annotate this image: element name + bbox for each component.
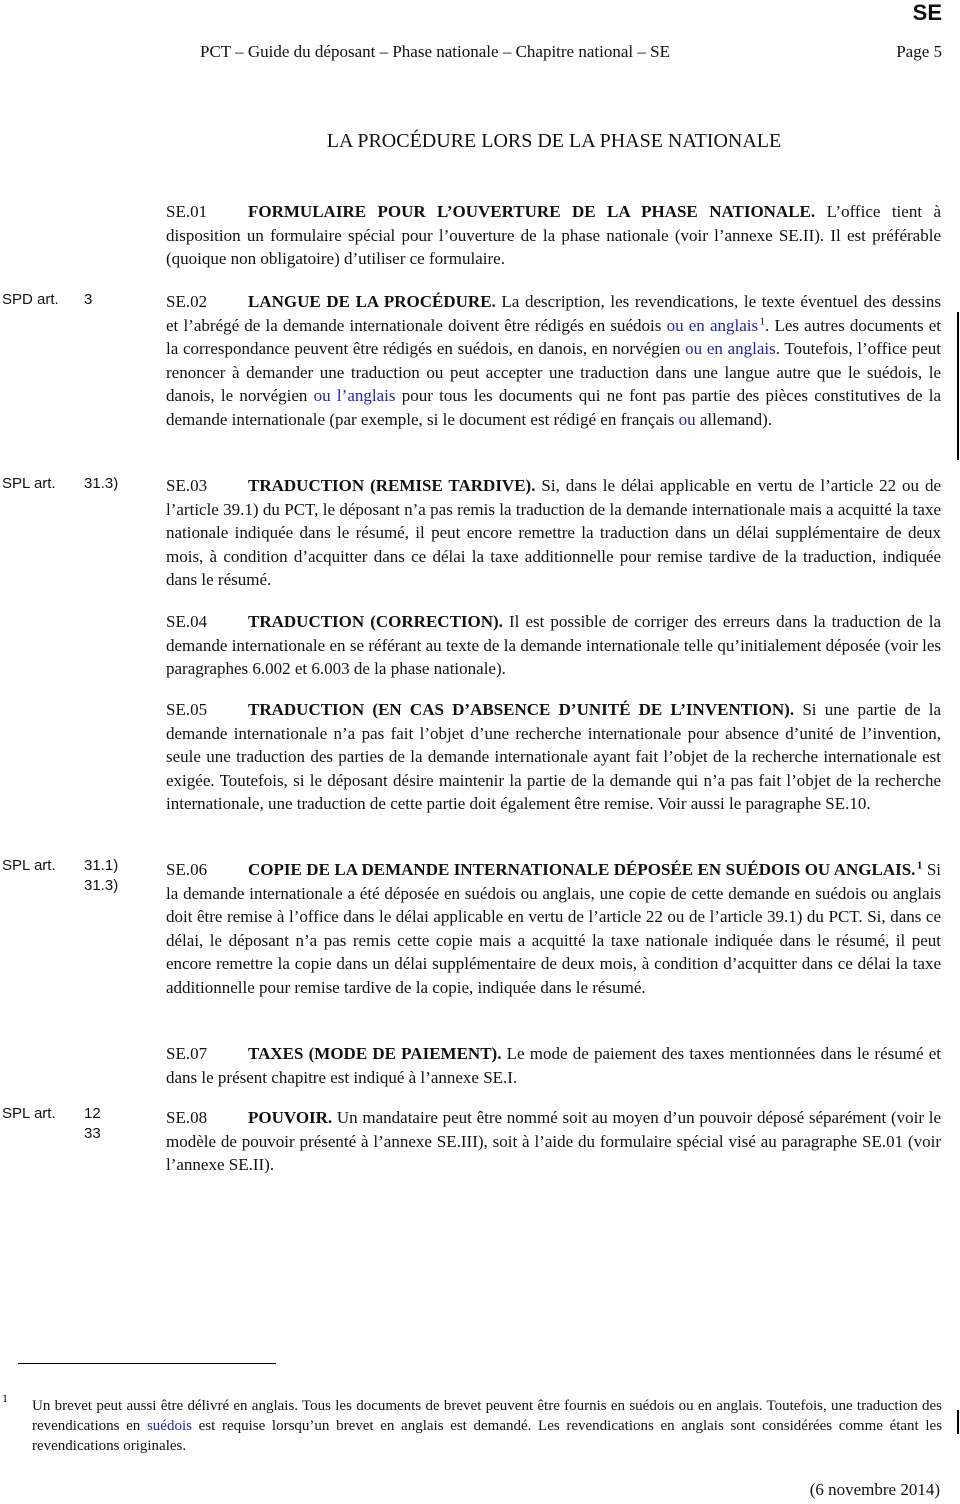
sidenote-art: SPD art. — [2, 291, 59, 308]
section-code: SE.03 — [166, 476, 208, 495]
footnote-body: est requise lorsqu’un brevet en anglais est demandé. Les revendications en anglais sont considérées comme étant les revendications originales. — [32, 1418, 943, 1454]
footer-date: (6 novembre 2014) — [809, 1480, 940, 1499]
section-se02 — [166, 290, 941, 432]
section-se07 — [166, 1042, 941, 1089]
amended-text: suédois — [146, 1418, 192, 1434]
footnote-text — [32, 1396, 942, 1456]
sidenote-spl-art-12 — [2, 1104, 101, 1144]
section-heading: TRADUCTION (CORRECTION). — [248, 612, 503, 631]
amended-text: ou l’anglais — [313, 386, 396, 406]
sidenote-num-2: 31.3) — [84, 877, 119, 894]
revision-bar — [957, 312, 959, 460]
section-code: SE.06 — [166, 860, 208, 879]
section-body: Si la demande internationale a été déposée en suédois ou anglais, une copie de cette demande en suédois ou anglais doit être remise à l’office dans le délai applicable en vertu de l’article 22 ou de l’article 39.1) du PCT. Si, dans ce délai, le déposant n’a pas remis cette copie mais a acquitté la taxe nationale indiquée dans le résumé, il peut encore remettre la copie dans un délai supplémentaire de deux mois, à condition d’acquitter dans ce délai la taxe additionnelle pour remise tardive de la copie, indiquée dans le résumé. — [166, 860, 941, 997]
section-body: La description, les revendications, le texte éventuel des dessins et l’abrégé de la demande internationale doivent être rédigés en suédois — [166, 292, 941, 335]
section-se03 — [166, 474, 941, 592]
footnote-separator — [18, 1363, 276, 1364]
revision-bar — [957, 1410, 959, 1434]
sidenote-num: 12 — [84, 1105, 101, 1122]
sidenote-art: SPL art. — [2, 475, 56, 492]
section-heading: LANGUE DE LA PROCÉDURE. — [248, 292, 496, 311]
sidenote-spl-art-31-3 — [2, 474, 118, 494]
section-heading: COPIE DE LA DEMANDE INTERNATIONALE DÉPOSÉE EN SUÉDOIS OU ANGLAIS. — [248, 860, 916, 879]
section-body: Si, dans le délai applicable en vertu de l’article 22 ou de l’article 39.1) du PCT, le déposant n’a pas remis la traduction de la demande internationale mais a acquitté la taxe nationale indiquée dans le résumé, il peut encore remettre la traduction dans un délai supplémentaire de deux mois, à condition d’acquitter dans ce délai la taxe additionnelle pour remise tardive de la traduction, indiquée dans le résumé. — [166, 476, 941, 590]
section-body: Il est possible de corriger des erreurs dans la traduction de la demande internationale en se référant au texte de la demande internationale telle qu’initialement déposée (voir les paragraphes 6.002 et 6.003 de la phase nationale). — [166, 612, 941, 679]
sidenote-num: 31.3) — [84, 475, 119, 492]
section-body: pour tous les documents qui ne font pas partie des pièces constitutives de la demande internationale (par exemple, si le document est rédigé en français — [166, 386, 942, 429]
section-code: SE.08 — [166, 1108, 208, 1127]
running-header-title: PCT – Guide du déposant – Phase nationale – Chapitre national – SE — [200, 42, 670, 61]
amended-text: ou en anglais — [666, 315, 759, 335]
section-body: . Les autres documents et la correspondance peuvent être rédigés en suédois, en danois, en norvégien — [166, 315, 942, 359]
page-title: LA PROCÉDURE LORS DE LA PHASE NATIONALE — [326, 130, 782, 152]
footnote-body: Un brevet peut aussi être délivré en anglais. Tous les documents de brevet peuvent être fournis en suédois ou en anglais. Toutefois, une traduction des revendications en — [32, 1398, 942, 1434]
section-heading: TRADUCTION (REMISE TARDIVE). — [248, 476, 536, 495]
section-code: SE.02 — [166, 292, 208, 311]
sidenote-art: SPL art. — [2, 1105, 56, 1122]
section-code: SE.04 — [166, 612, 208, 631]
section-body: Un mandataire peut être nommé soit au moyen d’un pouvoir déposé séparément (voir le modèle de pouvoir présenté à l’annexe SE.III), soit à l’aide du formulaire spécial visé au paragraphe SE.01 (voir l’annexe SE.II). — [166, 1108, 942, 1175]
section-code: SE.07 — [166, 1044, 208, 1063]
footnote-ref: 1 — [759, 314, 766, 327]
section-heading: TAXES (MODE DE PAIEMENT). — [248, 1044, 502, 1063]
country-code-corner: SE — [912, 0, 942, 25]
page-number: Page 5 — [896, 42, 942, 61]
sidenote-num: 3 — [84, 291, 93, 308]
amended-text: ou — [678, 409, 696, 429]
section-body: L’office tient à disposition un formulaire spécial pour l’ouverture de la phase nationale (voir l’annexe SE.II). Il est préférable (quoique non obligatoire) d’utiliser ce formulaire. — [166, 202, 942, 269]
section-code: SE.05 — [166, 700, 208, 719]
section-se04 — [166, 610, 941, 681]
section-code: SE.01 — [166, 202, 208, 221]
sidenote-spl-art-31-1 — [2, 856, 118, 896]
sidenote-spd-art-3 — [2, 290, 92, 310]
section-se08 — [166, 1106, 941, 1177]
footnote-ref: 1 — [916, 859, 923, 872]
section-body: . Toutefois, l’office peut renoncer à demander une traduction ou peut accepter une traduction dans une langue autre que le suédois, le danois, le norvégien — [166, 339, 942, 406]
section-body: Le mode de paiement des taxes mentionnées dans le résumé et dans le présent chapitre est indiqué à l’annexe SE.I. — [166, 1044, 941, 1087]
section-body: Si une partie de la demande internationale n’a pas fait l’objet d’une recherche internationale pour absence d’unité de l’invention, seule une traduction des parties de la demande internationale ayant fait l’objet de la recherche internationale est exigée. Toutefois, si le déposant désire maintenir la partie de la demande qui n’a pas fait l’objet de la recherche internationale, une traduction de cette partie doit également être remise. Voir aussi le paragraphe SE.10. — [166, 700, 941, 814]
section-heading: POUVOIR. — [248, 1108, 333, 1127]
section-heading: FORMULAIRE POUR L’OUVERTURE DE LA PHASE NATIONALE. — [248, 202, 816, 221]
section-se06 — [166, 858, 941, 1000]
section-body: allemand). — [699, 409, 773, 429]
section-se05 — [166, 698, 941, 816]
section-heading: TRADUCTION (EN CAS D’ABSENCE D’UNITÉ DE L’INVENTION). — [248, 700, 795, 719]
sidenote-num: 31.1) — [84, 857, 119, 874]
sidenote-num-2: 33 — [84, 1125, 101, 1142]
sidenote-art: SPL art. — [2, 857, 56, 874]
amended-text: ou en anglais — [685, 339, 776, 359]
section-se01 — [166, 200, 941, 271]
footnote-mark: 1 — [2, 1391, 8, 1405]
